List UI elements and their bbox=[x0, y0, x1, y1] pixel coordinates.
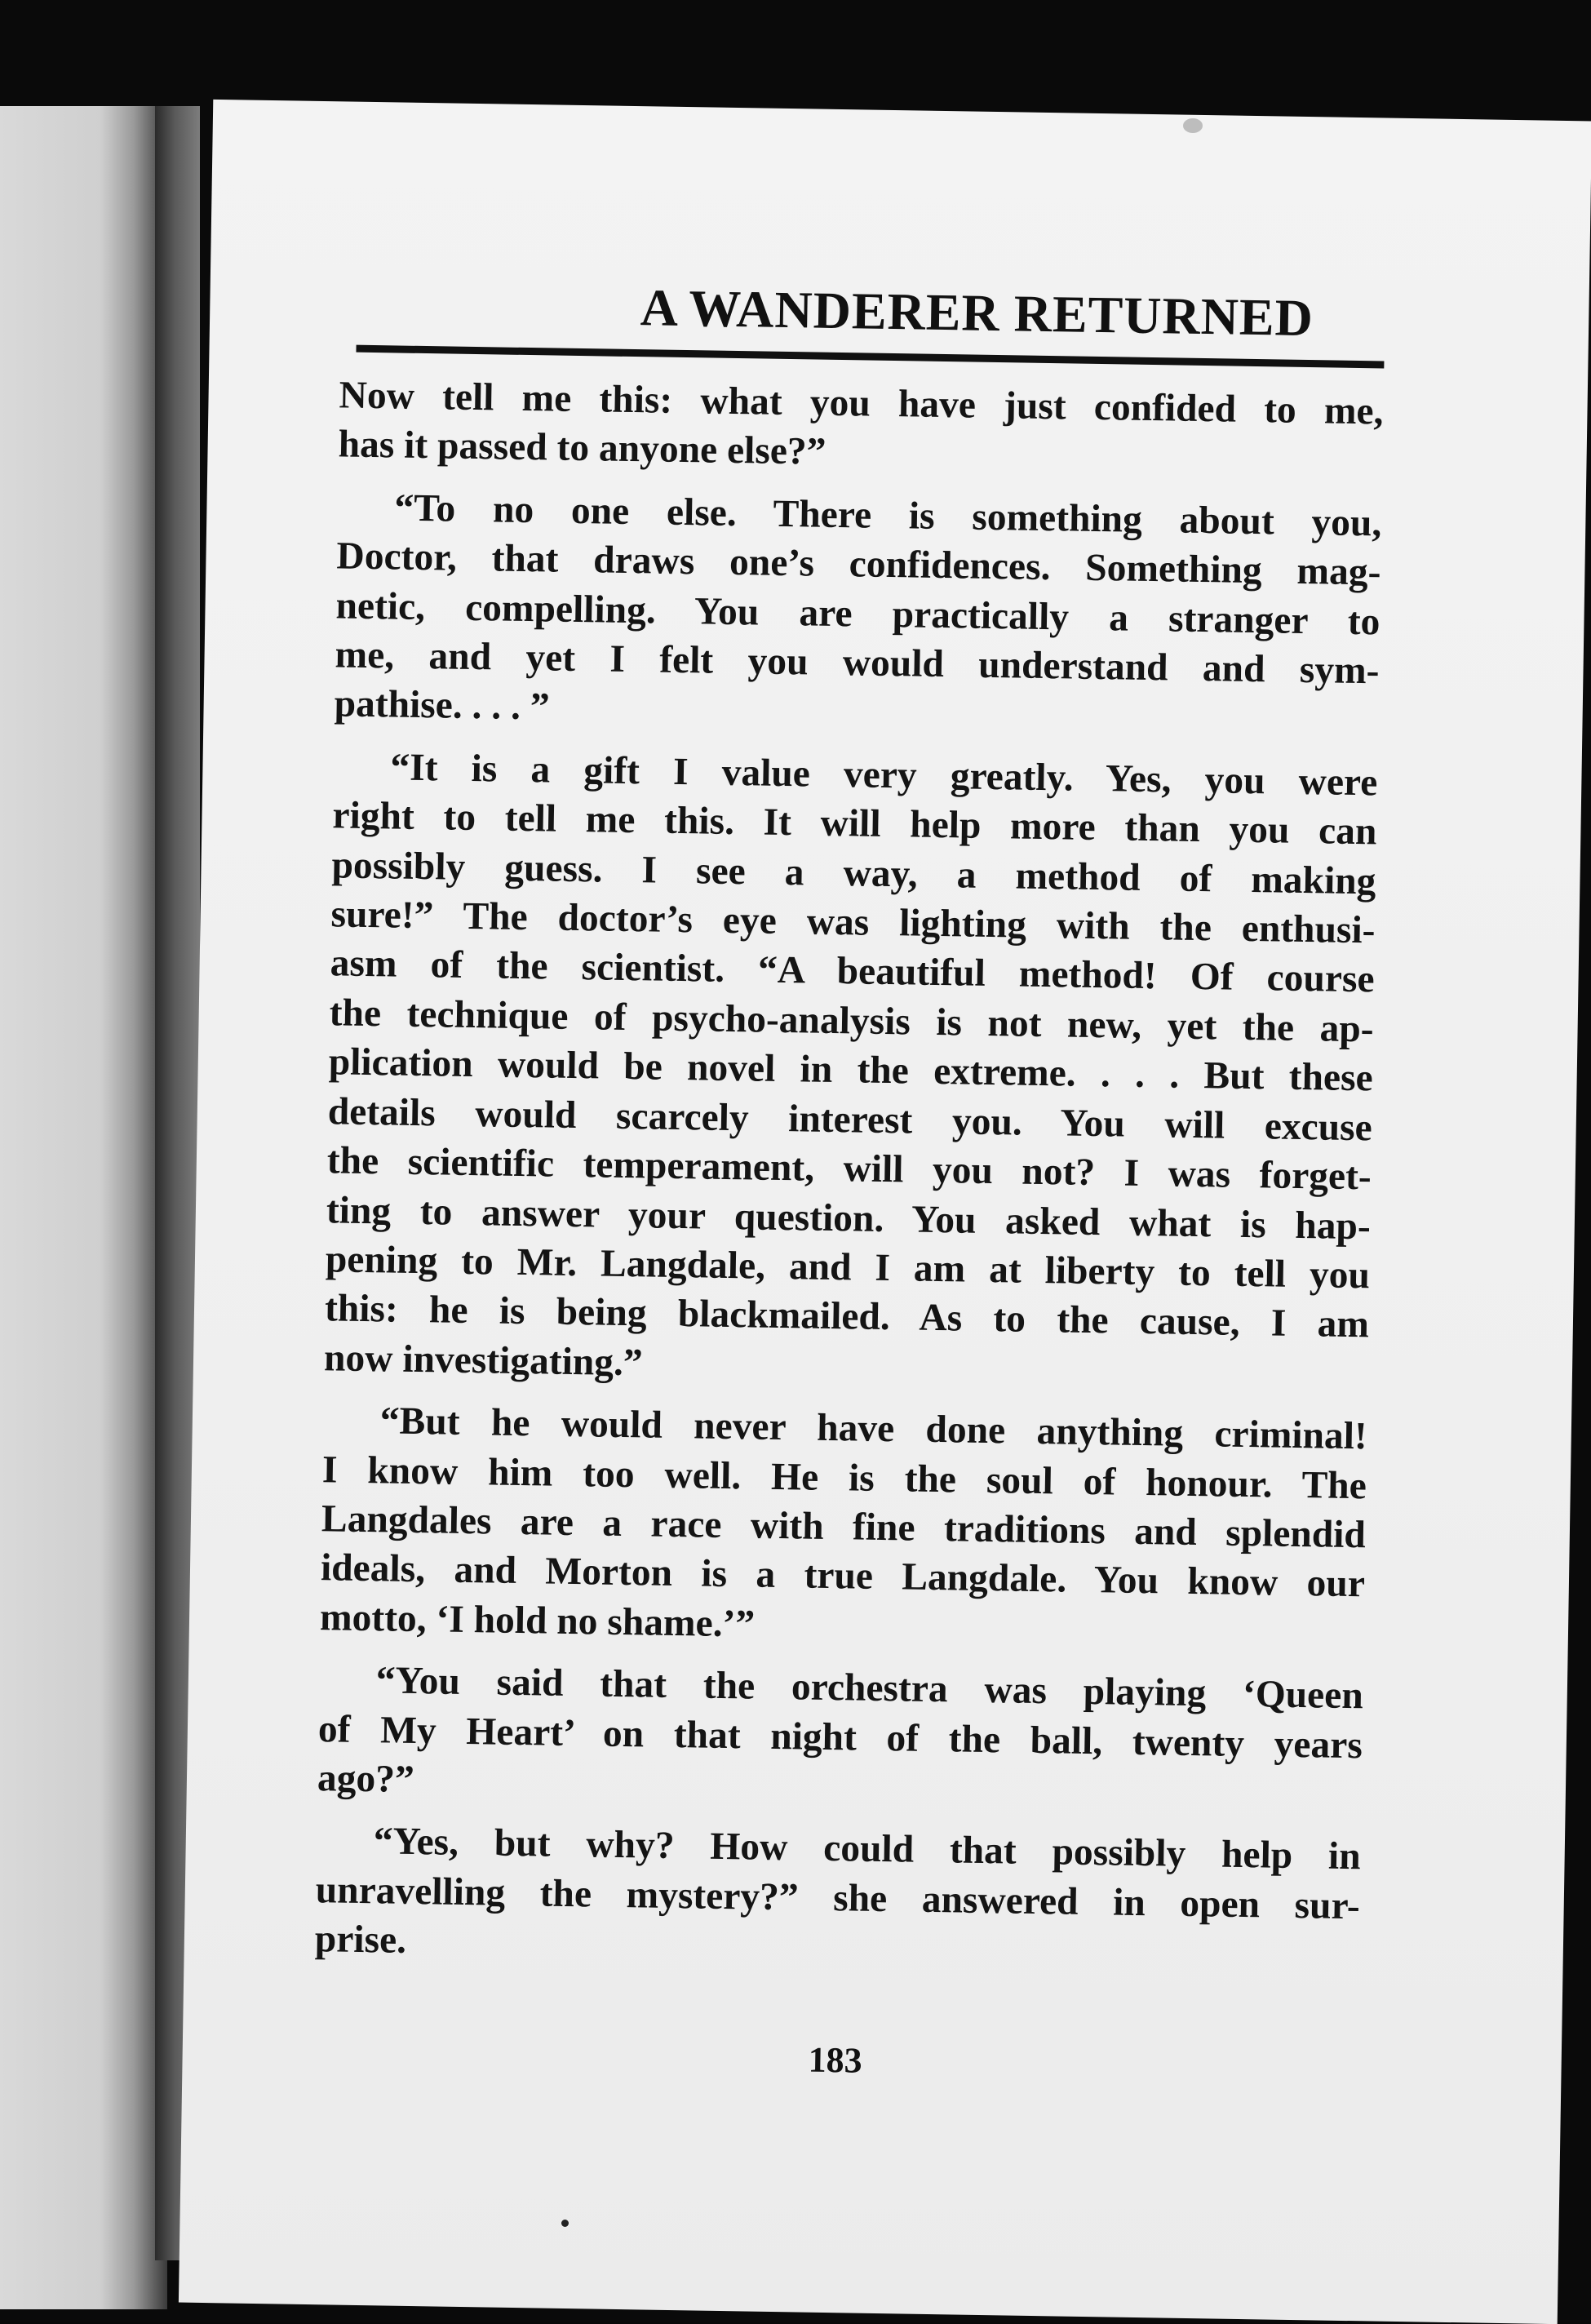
paragraph bbox=[320, 1395, 1368, 1658]
text-line: right to tell me this. It will help more than you can bbox=[332, 794, 1377, 854]
text-line: prise. bbox=[314, 1918, 407, 1963]
text-line: “Yes, but why? How could that possibly help in bbox=[373, 1820, 1362, 1878]
header-rule bbox=[356, 345, 1384, 369]
text-line: the scientific temperament, will you not? I was forget- bbox=[326, 1139, 1372, 1199]
paragraph bbox=[324, 742, 1378, 1399]
facing-page-edge bbox=[0, 106, 167, 2309]
text-line: possibly guess. I see a way, a method of making bbox=[331, 843, 1376, 903]
text-line: Doctor, that draws one’s confidences. Something mag- bbox=[336, 534, 1381, 594]
body-text bbox=[314, 370, 1384, 1993]
text-line: “To no one else. There is something about you, bbox=[394, 486, 1382, 545]
text-line: Langdales are a race with fine traditions and splendid bbox=[321, 1497, 1367, 1557]
text-line: “You said that the orchestra was playing ‘Queen bbox=[375, 1659, 1364, 1718]
text-line: I know him too well. He is the soul of honour. The bbox=[321, 1448, 1367, 1507]
text-line: asm of the scientist. “A beautiful method! Of course bbox=[330, 942, 1375, 1001]
text-line: ideals, and Morton is a true Langdale. You know our bbox=[320, 1546, 1366, 1606]
text-line: of My Heart’ on that night of the ball, twenty years bbox=[317, 1707, 1363, 1767]
text-line: me, and yet I felt you would understand and sym- bbox=[335, 633, 1380, 693]
text-line: sure!” The doctor’s eye was lighting with the enthusi- bbox=[330, 893, 1376, 952]
scan-speck bbox=[1183, 118, 1203, 133]
text-line: details would scarcely interest you. You will excuse bbox=[327, 1089, 1373, 1150]
text-line: the technique of psycho-analysis is not new, yet the ap- bbox=[329, 991, 1374, 1051]
text-line: pening to Mr. Langdale, and I am at liberty to tell you bbox=[325, 1238, 1371, 1297]
text-line: netic, compelling. You are practically a stranger to bbox=[335, 583, 1380, 644]
scan-speck bbox=[561, 2220, 569, 2227]
text-line: motto, ‘I hold no shame.’” bbox=[319, 1595, 756, 1646]
text-line: this: he is being blackmailed. As to the cause, I am bbox=[324, 1287, 1370, 1346]
paragraph bbox=[338, 370, 1384, 486]
text-line: ting to answer your question. You asked what is hap- bbox=[326, 1188, 1372, 1248]
book-page bbox=[179, 100, 1591, 2324]
text-line: ago?” bbox=[317, 1757, 415, 1801]
text-line: “But he would never have done anything criminal! bbox=[379, 1399, 1368, 1458]
paragraph bbox=[314, 1816, 1361, 1980]
text-line: Now tell me this: what you have just confided to me, bbox=[339, 374, 1384, 433]
paragraph bbox=[334, 482, 1382, 745]
text-line: now investigating.” bbox=[323, 1336, 644, 1385]
paragraph bbox=[317, 1655, 1364, 1819]
text-line: plication would be novel in the extreme. . . . But these bbox=[328, 1040, 1374, 1100]
text-line: has it passed to anyone else?” bbox=[338, 423, 827, 474]
text-line: pathise. . . . ” bbox=[334, 682, 550, 729]
text-line: unravelling the mystery?” she answered in open sur- bbox=[315, 1868, 1361, 1928]
page-number: 183 bbox=[808, 2039, 863, 2081]
text-line: “It is a gift I value very greatly. Yes, you were bbox=[390, 746, 1378, 805]
running-header-title: A WANDERER RETURNED bbox=[640, 278, 1314, 348]
